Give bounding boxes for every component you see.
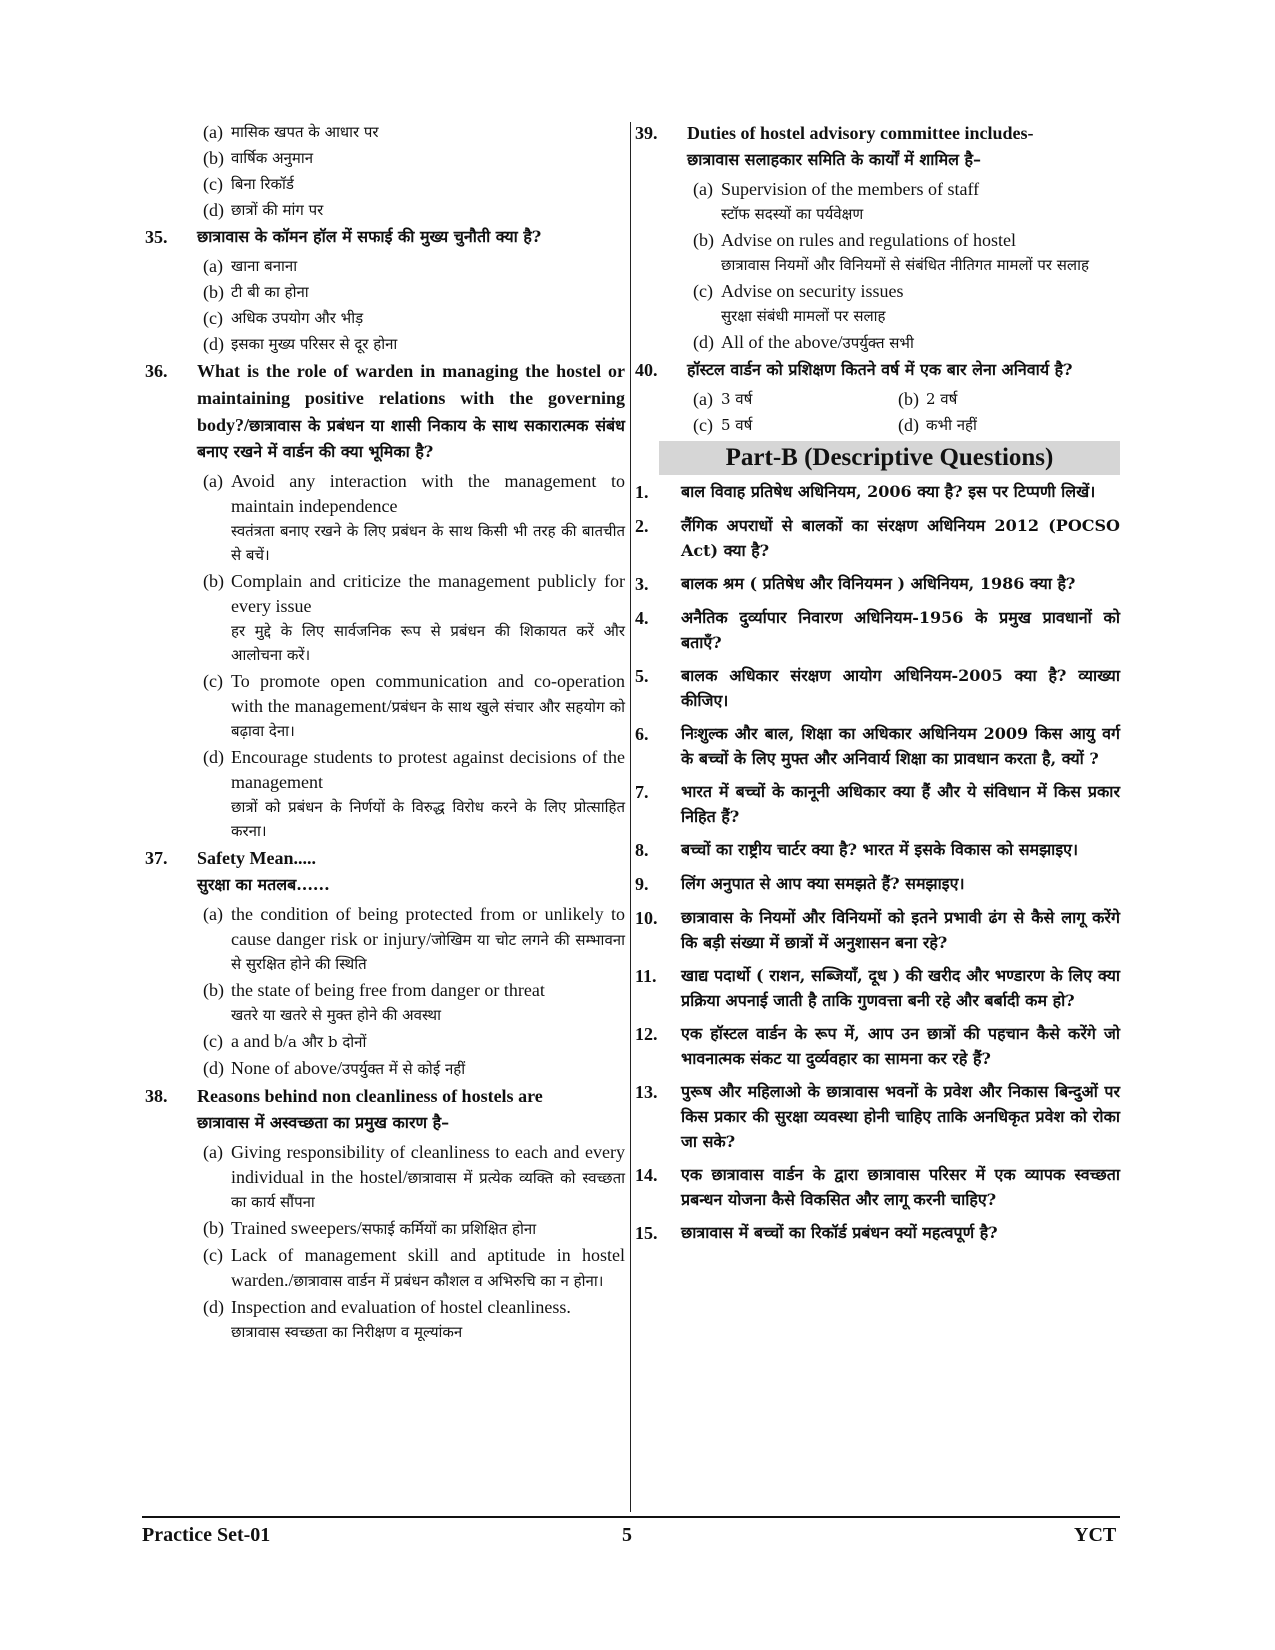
part-b-header: Part-B (Descriptive Questions)	[659, 441, 1120, 475]
descriptive-question: 9. लिंग अनुपात से आप क्या समझते हैं? समझाइए।	[635, 874, 965, 894]
option: (a) 3 वर्ष	[693, 389, 753, 409]
option-row	[693, 387, 1120, 411]
option: (b) Advise on rules and regulations of hostel छात्रावास नियमों और विनियमों से संबंधित नीतिगत मामलों पर सलाह	[693, 230, 1089, 274]
question-38: 38. Reasons behind non cleanliness of hostels are छात्रावास में अस्वच्छता का प्रमुख कारण है–	[145, 1086, 543, 1132]
option: (c) Lack of management skill and aptitude in hostel warden./छात्रावास वार्डन में प्रबंधन कौशल व अभिरुचि का न होना।	[203, 1245, 625, 1290]
option: (c) अधिक उपयोग और भीड़	[203, 308, 364, 328]
column-divider	[630, 122, 631, 1512]
question-40: 40. हॉस्टल वार्डन को प्रशिक्षण कितने वर्ष में एक बार लेना अनिवार्य है?	[635, 360, 1073, 380]
option: (a) Giving responsibility of cleanliness to each and every individual in the hostel/छात्रावास में प्रत्येक व्यक्ति को स्वच्छता का कार्य सौंपना	[203, 1142, 626, 1211]
option: (d) कभी नहीं	[898, 415, 977, 435]
option: (b) the state of being free from danger or threat खतरे या खतरे से मुक्त होने की अवस्था	[203, 980, 545, 1024]
descriptive-questions	[635, 479, 1120, 1246]
option: (a) Avoid any interaction with the management to maintain independence स्वतंत्रता बनाए रखने के लिए प्रबंधन के साथ किसी भी तरह की बातचीत से बचें।	[203, 471, 625, 564]
footer-page-number: 5	[622, 1524, 632, 1546]
question-37: 37. Safety Mean..... सुरक्षा का मतलब......	[145, 848, 330, 894]
option: (a) the condition of being protected from or unlikely to cause danger risk or injury/जोखिम या चोट लगने की सम्भावना से सुरक्षित होने की स्थिति	[203, 904, 625, 973]
option: (d) All of the above/उपर्युक्त सभी	[693, 332, 914, 352]
question-35: 35. छात्रावास के कॉमन हॉल में सफाई की मुख्य चुनौती क्या है?	[145, 227, 542, 247]
option: (b) Trained sweepers/सफाई कर्मियों का प्रशिक्षित होना	[203, 1218, 537, 1238]
descriptive-question: 2. लैंगिक अपराधों से बालकों का संरक्षण अधिनियम 2012 (POCSO Act) क्या है?	[635, 516, 1120, 560]
option: (d) छात्रों की मांग पर	[203, 200, 324, 220]
descriptive-question: 10. छात्रावास के नियमों और विनियमों को इतने प्रभावी ढंग से कैसे लागू करेंगे कि बड़ी संख्या में छात्रों में अनुशासन बना रहे?	[635, 908, 1120, 952]
descriptive-question: 1. बाल विवाह प्रतिषेध अधिनियम, 2006 क्या है? इस पर टिप्पणी लिखें।	[635, 482, 1096, 502]
descriptive-question: 7. भारत में बच्चों के कानूनी अधिकार क्या हैं और ये संविधान में किस प्रकार निहित हैं?	[635, 782, 1120, 826]
option: (c) To promote open communication and co-operation with the management/प्रबंधन के साथ खुले संचार और सहयोग को बढ़ावा देना।	[203, 671, 625, 740]
option: (b) 2 वर्ष	[898, 389, 958, 409]
footer-publisher: YCT	[1074, 1524, 1117, 1546]
descriptive-question: 13. पुरूष और महिलाओ के छात्रावास भवनों के प्रवेश और निकास बिन्दुओं पर किस प्रकार की सुरक्षा व्यवस्था होनी चाहिए ताकि अनधिकृत प्रवेश को रोका जा सके?	[635, 1082, 1120, 1151]
descriptive-question: 11. खाद्य पदार्थो ( राशन, सब्जियाँ, दूध ) की खरीद और भण्डारण के लिए क्या प्रक्रिया अपनाई जाती है ताकि गुणवत्ता बनी रहे और बर्बादी कम हो?	[635, 966, 1120, 1010]
descriptive-question: 15. छात्रावास में बच्चों का रिकॉर्ड प्रबंधन क्यों महत्वपूर्ण है?	[635, 1223, 998, 1243]
footer-practice-set: Practice Set-01	[142, 1524, 271, 1546]
descriptive-question: 8. बच्चों का राष्ट्रीय चार्टर क्या है? भारत में इसके विकास को समझाइए।	[635, 840, 1079, 860]
option: (c) बिना रिकॉर्ड	[203, 174, 294, 194]
footer-rule	[142, 1516, 1120, 1518]
option: (b) Complain and criticize the management publicly for every issue हर मुद्दे के लिए सार्वजनिक रूप से प्रबंधन की शिकायत करें और आलोचना करें।	[203, 571, 625, 664]
option: (a) खाना बनाना	[203, 256, 298, 276]
descriptive-question: 5. बालक अधिकार संरक्षण आयोग अधिनियम-2005 क्या है? व्याख्या कीजिए।	[635, 666, 1120, 710]
left-column	[145, 120, 625, 1346]
descriptive-question: 12. एक हॉस्टल वार्डन के रूप में, आप उन छात्रों की पहचान कैसे करेंगे जो भावनात्मक संकट या दुर्व्यवहार का सामना कर रहे हैं?	[635, 1024, 1120, 1068]
descriptive-question: 14. एक छात्रावास वार्डन के द्वारा छात्रावास परिसर में एक व्यापक स्वच्छता प्रबन्धन योजना कैसे विकसित और लागू करनी चाहिए?	[635, 1165, 1120, 1209]
option: (b) टी बी का होना	[203, 282, 309, 302]
question-36: 36. What is the role of warden in managing the hostel or maintaining positive relations with the governing body?/छात्रावास के प्रबंधन या शासी निकाय के साथ सकारात्मक संबंध बनाए रखने में वार्डन की क्या भूमिका है?	[145, 361, 625, 461]
option: (a) Supervision of the members of staff स्टॉफ सदस्यों का पर्यवेक्षण	[693, 179, 980, 223]
question-39: 39. Duties of hostel advisory committee includes- छात्रावास सलाहकार समिति के कार्यों में शामिल है–	[635, 123, 1034, 169]
option: (c) a and b/a और b दोनों	[203, 1031, 367, 1051]
option: (d) Inspection and evaluation of hostel cleanliness. छात्रावास स्वच्छता का निरीक्षण व मूल्यांकन	[203, 1297, 571, 1341]
option-row	[693, 413, 1120, 437]
option: (d) None of above/उपर्युक्त में से कोई नहीं	[203, 1058, 466, 1078]
option: (c) 5 वर्ष	[693, 415, 753, 435]
option: (b) वार्षिक अनुमान	[203, 148, 314, 168]
q34-options	[145, 120, 625, 222]
option: (d) इसका मुख्य परिसर से दूर होना	[203, 334, 398, 354]
descriptive-question: 4. अनैतिक दुर्व्यापार निवारण अधिनियम-1956 के प्रमुख प्रावधानों को बताएँ?	[635, 608, 1120, 652]
right-column	[635, 120, 1120, 1254]
descriptive-question: 3. बालक श्रम ( प्रतिषेध और विनियमन ) अधिनियम, 1986 क्या है?	[635, 574, 1076, 594]
option: (a) मासिक खपत के आधार पर	[203, 122, 379, 142]
descriptive-question: 6. निःशुल्क और बाल, शिक्षा का अधिकार अधिनियम 2009 किस आयु वर्ग के बच्चों के लिए मुफ्त और अनिवार्य शिक्षा का प्रावधान करता है, क्यों ?	[635, 724, 1120, 768]
option: (d) Encourage students to protest against decisions of the management छात्रों को प्रबंधन के निर्णयों के विरुद्ध विरोध करने के लिए प्रोत्साहित करना।	[203, 747, 625, 840]
option: (c) Advise on security issues सुरक्षा संबंधी मामलों पर सलाह	[693, 281, 904, 325]
